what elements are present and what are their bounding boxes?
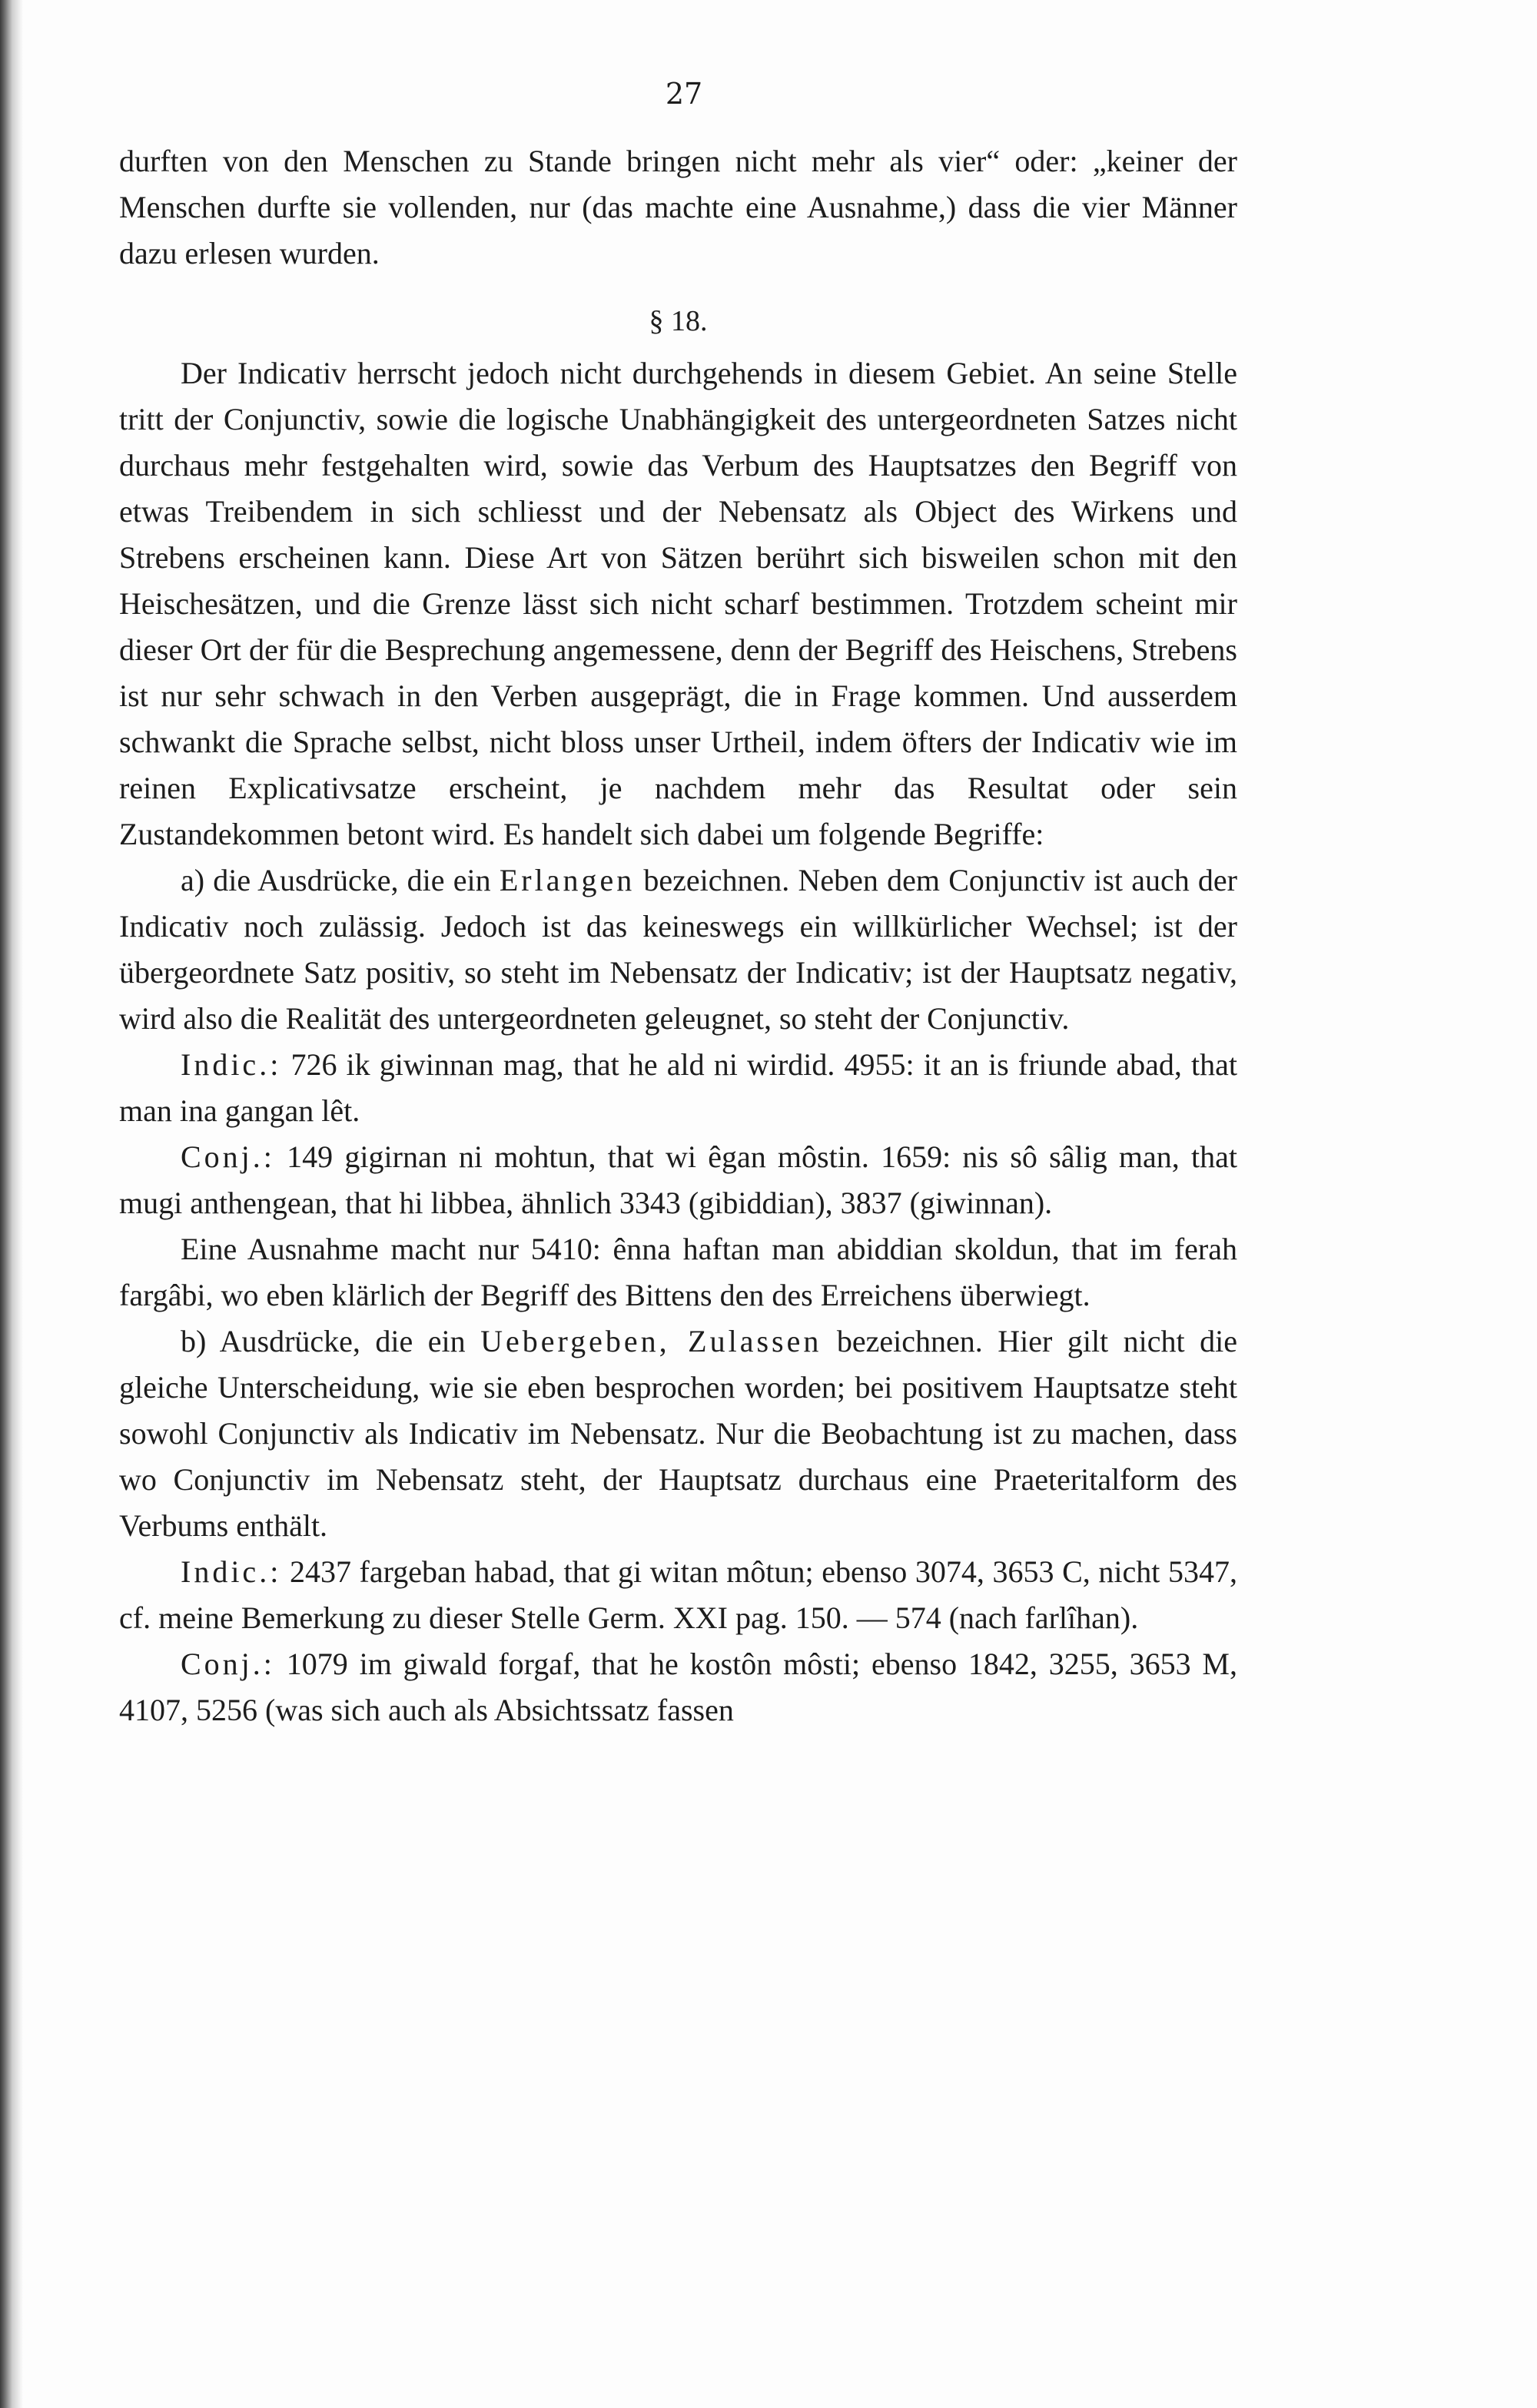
paragraph-a-start: a) die Ausdrücke, die ein xyxy=(181,863,491,897)
example-indic-b-text: 2437 fargeban habad, that gi witan môtun; ebenso 3074, 3653 C, nicht 5347, cf. meine Bemerkung zu dieser Stelle Germ. XXI pag. 150. — 574 (nach farlîhan). xyxy=(119,1554,1238,1635)
example-indic-a-text: 726 ik giwinnan mag, that he ald ni wirdid. 4955: it an is friunde abad, that man ina gangan lêt. xyxy=(119,1047,1238,1128)
term-erlangen: Erlangen xyxy=(499,863,636,897)
term-uebergeben: Uebergeben, Zulassen xyxy=(480,1324,822,1358)
paragraph-b xyxy=(119,1318,1237,1549)
body-text xyxy=(119,138,1237,1733)
label-indic-b: Indic.: xyxy=(181,1554,282,1589)
page-number: 27 xyxy=(665,77,703,111)
paragraph-intro: Der Indicativ herrscht jedoch nicht durchgehends in diesem Gebiet. An seine Stelle tritt der Conjunctiv, sowie die logische Unabhängigkeit des untergeordneten Satzes nicht durchaus mehr festgehalten wird, sowie das Verbum des Hauptsatzes den Begriff von etwas Treibendem in sich schliesst und der Nebensatz als Object des Wirkens und Strebens erscheinen kann. Diese Art von Sätzen berührt sich bisweilen schon mit den Heischesätzen, und die Grenze lässt sich nicht scharf bestimmen. Trotzdem scheint mir dieser Ort der für die Besprechung angemessene, denn der Begriff des Heischens, Strebens ist nur sehr schwach in den Verben ausgeprägt, die in Frage kommen. Und ausserdem schwankt die Sprache selbst, nicht bloss unser Urtheil, indem öfters der Indicativ wie im reinen Explicativsatze erscheint, je nachdem mehr das Resultat oder sein Zustandekommen betont wird. Es handelt sich dabei um folgende Begriffe: xyxy=(119,356,1237,851)
label-indic: Indic.: xyxy=(181,1047,282,1082)
example-conj-a xyxy=(119,1134,1237,1226)
label-conj: Conj.: xyxy=(181,1139,275,1174)
example-indic-a xyxy=(119,1042,1237,1134)
paragraph-a-rest: bezeichnen. Neben dem Conjunctiv ist auch der Indicativ noch zulässig. Jedoch ist das keineswegs ein willkürlicher Wechsel; ist der übergeordnete Satz positiv, so steht im Nebensatz der Indicativ; ist der Hauptsatz negativ, wird also die Realität des untergeordneten geleugnet, so steht der Conjunctiv. xyxy=(119,863,1238,1036)
paragraph-a xyxy=(119,857,1237,1042)
label-conj-b: Conj.: xyxy=(181,1647,275,1681)
paragraph-b-start: b) Ausdrücke, die ein xyxy=(181,1324,466,1358)
example-conj-b xyxy=(119,1641,1237,1733)
section-heading: § 18. xyxy=(649,305,708,337)
example-conj-a-text: 149 gigirnan ni mohtun, that wi êgan môstin. 1659: nis sô sâlig man, that mugi anthengean, that hi libbea, ähnlich 3343 (gibiddian), 3837 (giwinnan). xyxy=(119,1139,1238,1220)
paragraph-continuation: durften von den Menschen zu Stande bringen nicht mehr als vier“ oder: „keiner der Menschen durfte sie vollenden, nur (das machte eine Ausnahme,) dass die vier Männer dazu erlesen wurden. xyxy=(119,144,1237,270)
example-indic-b xyxy=(119,1549,1237,1641)
page-edge-shadow xyxy=(0,0,23,2408)
paragraph-b-rest: bezeichnen. Hier gilt nicht die gleiche Unterscheidung, wie sie eben besprochen worden; bei positivem Hauptsatze steht sowohl Conjunctiv als Indicativ im Nebensatz. Nur die Beobachtung ist zu machen, dass wo Conjunctiv im Nebensatz steht, der Hauptsatz durchaus eine Praeteritalform des Verbums enthält. xyxy=(119,1324,1238,1543)
paragraph-exception: Eine Ausnahme macht nur 5410: ênna haftan man abiddian skoldun, that im ferah fargâbi, wo eben klärlich der Begriff des Bittens den des Erreichens überwiegt. xyxy=(119,1232,1237,1312)
example-conj-b-text: 1079 im giwald forgaf, that he kostôn môsti; ebenso 1842, 3255, 3653 M, 4107, 5256 (was sich auch als Absichtssatz fassen xyxy=(119,1647,1237,1727)
